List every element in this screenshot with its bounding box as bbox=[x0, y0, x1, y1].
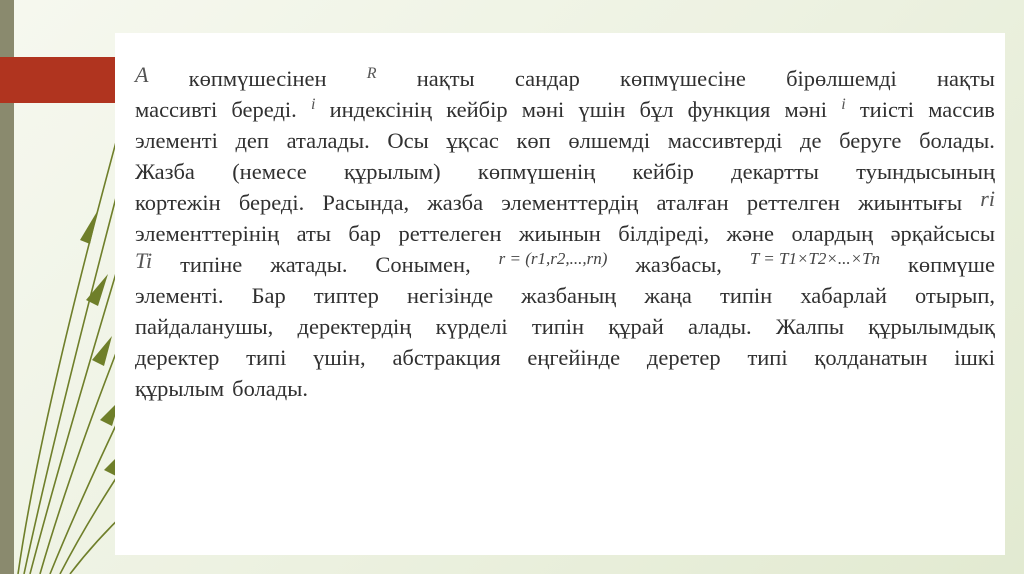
document-page bbox=[115, 33, 1005, 555]
word: білдіреді, bbox=[618, 221, 710, 246]
word: массив bbox=[928, 97, 995, 122]
word: декартты bbox=[731, 159, 819, 184]
document-text bbox=[135, 63, 995, 404]
word: типін bbox=[531, 314, 585, 339]
word: жаңа bbox=[644, 283, 692, 308]
text-line bbox=[135, 63, 995, 94]
word: негізінде bbox=[406, 283, 494, 308]
word: элементі. bbox=[135, 283, 224, 308]
word: жатады. bbox=[270, 252, 348, 277]
word: өлшемді bbox=[568, 128, 651, 153]
word: Бар bbox=[251, 283, 286, 308]
word: беруге bbox=[839, 128, 902, 153]
text-line bbox=[135, 249, 995, 280]
word: (немесе bbox=[232, 159, 307, 184]
word: олардың bbox=[791, 221, 874, 246]
word: жазбасы, bbox=[635, 252, 722, 277]
word: функция bbox=[687, 97, 771, 122]
word: нақты bbox=[416, 66, 475, 91]
word: жиынтығы bbox=[858, 190, 963, 215]
word: сандар bbox=[514, 66, 580, 91]
text-line bbox=[135, 373, 995, 404]
word: массивті bbox=[135, 97, 218, 122]
word: береді. bbox=[231, 97, 297, 122]
word: типіне bbox=[180, 252, 243, 277]
word: үшін bbox=[578, 97, 626, 122]
word: пайдаланушы, bbox=[135, 314, 274, 339]
word: аталады. bbox=[286, 128, 370, 153]
word: де bbox=[800, 128, 822, 153]
word: реттелген bbox=[746, 190, 840, 215]
word: мәні bbox=[521, 97, 565, 122]
word: r = (r1,r2,...,rn) bbox=[498, 249, 608, 268]
word: T = T1×T2×...×Tn bbox=[749, 249, 881, 268]
word: отырып, bbox=[915, 283, 995, 308]
word: i bbox=[841, 96, 846, 113]
word: индексінің bbox=[329, 97, 433, 122]
word: реттелеген bbox=[398, 221, 502, 246]
word: массивтерді bbox=[667, 128, 783, 153]
word: типі bbox=[246, 345, 287, 370]
word: элементтерінің bbox=[135, 221, 280, 246]
word: типін bbox=[720, 283, 773, 308]
word: кортежін bbox=[135, 190, 221, 215]
word: болады. bbox=[919, 128, 995, 153]
word: A bbox=[135, 62, 149, 87]
word: типтер bbox=[313, 283, 379, 308]
word: i bbox=[310, 96, 316, 113]
word: деп bbox=[235, 128, 269, 153]
word: абстракция bbox=[392, 345, 501, 370]
word: көпмүшенің bbox=[477, 159, 596, 184]
word: көпмүше bbox=[907, 252, 995, 277]
word: Осы bbox=[387, 128, 429, 153]
word: алады. bbox=[688, 314, 752, 339]
word: жазбаның bbox=[521, 283, 617, 308]
word: құрылым bbox=[135, 376, 225, 401]
word: нақты bbox=[937, 66, 995, 91]
word: ri bbox=[980, 186, 995, 211]
word: аты bbox=[296, 221, 331, 246]
word: кейбір bbox=[632, 159, 694, 184]
word: Сонымен, bbox=[375, 252, 471, 277]
word: аталған bbox=[656, 190, 729, 215]
text-line bbox=[135, 187, 995, 218]
word: көпмүшесіне bbox=[620, 66, 746, 91]
word: әрқайсысы bbox=[890, 221, 995, 246]
word: жазба bbox=[427, 190, 484, 215]
word: Ti bbox=[135, 248, 153, 273]
word: болады. bbox=[232, 376, 308, 401]
word: береді. bbox=[238, 190, 305, 215]
word: бар bbox=[348, 221, 382, 246]
word: хабарлай bbox=[800, 283, 887, 308]
word: Жалпы bbox=[775, 314, 845, 339]
word: құрылым) bbox=[344, 159, 441, 184]
word: туындысының bbox=[856, 159, 995, 184]
word: мәні bbox=[784, 97, 828, 122]
word: типі bbox=[747, 345, 788, 370]
word: күрделі bbox=[435, 314, 508, 339]
word: құрылымдық bbox=[868, 314, 995, 339]
word: үшін, bbox=[313, 345, 366, 370]
word: жиынын bbox=[518, 221, 601, 246]
word: кейбір bbox=[446, 97, 508, 122]
text-line bbox=[135, 342, 995, 373]
text-line bbox=[135, 280, 995, 311]
word: ұқсас bbox=[446, 128, 499, 153]
text-line bbox=[135, 156, 995, 187]
word: деректердің bbox=[297, 314, 412, 339]
word: Жазба bbox=[135, 159, 195, 184]
word: көпмүшесінен bbox=[188, 66, 327, 91]
red-accent-bar bbox=[0, 57, 115, 103]
word: көп bbox=[516, 128, 551, 153]
word: ішкі bbox=[954, 345, 995, 370]
word: элементтердің bbox=[501, 190, 639, 215]
word: бірөлшемді bbox=[786, 66, 897, 91]
word: деректер bbox=[135, 345, 220, 370]
word: еңгейінде bbox=[527, 345, 621, 370]
word: және bbox=[726, 221, 775, 246]
word: қолданатын bbox=[814, 345, 928, 370]
word: элементі bbox=[135, 128, 218, 153]
text-line bbox=[135, 125, 995, 156]
text-line bbox=[135, 311, 995, 342]
word: құрай bbox=[608, 314, 664, 339]
word: бұл bbox=[639, 97, 674, 122]
text-line bbox=[135, 94, 995, 125]
word: R bbox=[366, 65, 377, 82]
word: Расында, bbox=[322, 190, 410, 215]
word: деретер bbox=[646, 345, 721, 370]
word: тиісті bbox=[859, 97, 915, 122]
